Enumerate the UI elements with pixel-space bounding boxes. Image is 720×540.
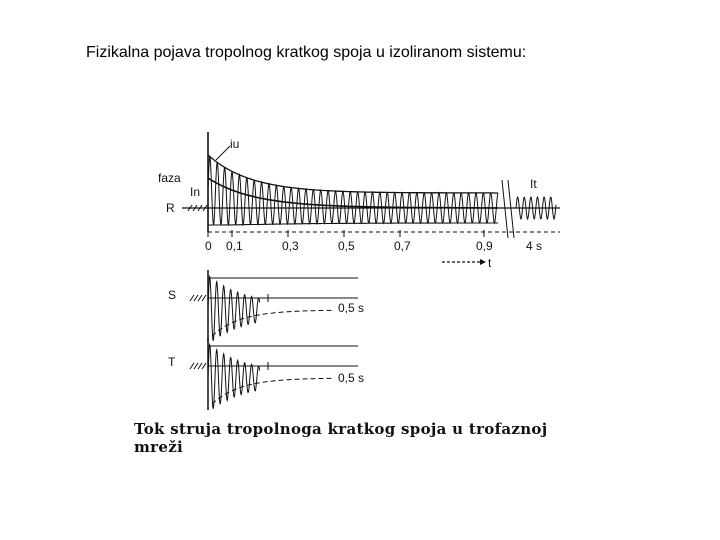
label-iu: iu (230, 137, 240, 151)
tick-label-0-5: 0,5 (338, 239, 355, 253)
page-title: Fizikalna pojava tropolnog kratkog spoja u izoliranom sistemu: (86, 44, 527, 61)
label-faza: faza (158, 171, 181, 185)
axis-label-t: t (488, 256, 492, 270)
phase-s-hatch-mark (198, 295, 202, 301)
top-break-mark (508, 180, 514, 238)
tick-label-0-3: 0,3 (282, 239, 299, 253)
phase-s-hatch-mark (202, 295, 206, 301)
label-phase-T: T (168, 355, 176, 369)
phase-t-hatch-mark (194, 363, 198, 369)
t-arrow-head (480, 259, 486, 265)
phase-t-waveform (208, 345, 260, 409)
iu-leader-line (216, 146, 230, 160)
phase-s-decay-curve (212, 310, 332, 336)
tick-label-0-1: 0,1 (226, 239, 243, 253)
label-time-T: 0,5 s (338, 371, 365, 385)
top-upper-envelope (208, 155, 498, 193)
top-lower-envelope (208, 223, 498, 225)
tick-label-0-9: 0,9 (476, 239, 493, 253)
label-time-S: 0,5 s (338, 301, 365, 315)
label-phase-S: S (168, 288, 177, 302)
phase-t-hatch-mark (190, 363, 194, 369)
label-It: It (530, 177, 537, 191)
tick-label-0: 0 (205, 239, 212, 253)
phase-t-hatch-mark (202, 363, 206, 369)
tick-label-0-7: 0,7 (394, 239, 411, 253)
label-R: R (166, 201, 175, 215)
top-break-mark (502, 180, 508, 238)
top-short-circuit-current (208, 157, 498, 225)
phase-s-hatch-mark (190, 295, 194, 301)
short-circuit-diagram (120, 120, 600, 456)
diagram-svg (120, 120, 600, 450)
tick-label-4s: 4 s (526, 239, 543, 253)
figure-caption: Tok struja tropolnoga kratkog spoja u trofaznoj mreži (134, 420, 548, 456)
label-In: In (190, 185, 201, 199)
phase-t-hatch-mark (198, 363, 202, 369)
phase-s-waveform (208, 277, 260, 341)
phase-s-hatch-mark (194, 295, 198, 301)
phase-t-decay-curve (212, 378, 332, 404)
